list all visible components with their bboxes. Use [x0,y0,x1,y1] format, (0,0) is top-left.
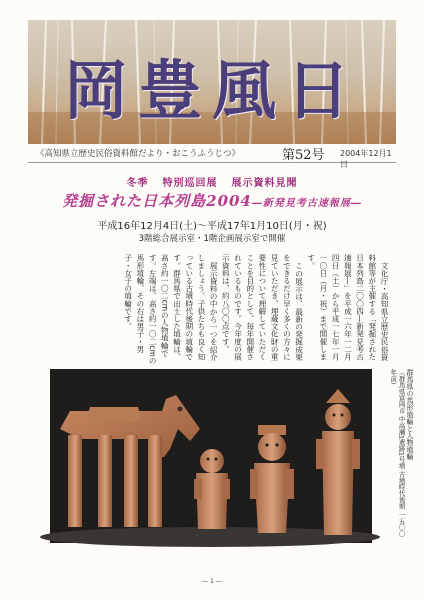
masthead-title-text: 岡豊風日 [64,54,360,129]
event-venue: 3階総合展示室・1階企画展示室で開催 [138,234,286,244]
page-number: ― 1 ― [202,578,222,585]
article-paragraph: 文化庁・高知県立歴史民俗資料館等が主催する「発掘された日本列島二〇〇四―新発見考古速報展―」を平成一六年一二月四日（土）から平成一七年一月一〇日（月・祝）まで開催します。 [306,254,389,361]
kicker-season: 冬季 [126,178,149,189]
article-paragraph: この展示は、最新の発掘成果をできるだけ早く多くの方々に見ていただき、埋蔵文化財の重要性について理解していただくことを目的として、毎年開催されているものです。今年度の展示資料は、約八〇〇点です。 [221,254,304,361]
headline-main: 発掘された日本列島2004 [62,192,252,210]
issue-date: 2004年12月1日 [340,149,392,169]
photo-caption [380,369,414,543]
masthead-subtitle: 《高知県立歴史民俗資料館だより・おこうふうじつ》 [36,149,241,159]
caption-place: （群馬県富岡市 中高瀬1遺跡1号墳 古墳時代後期 一五〇〇年前） [389,369,406,537]
article-paragraph: 展示資料の中から一つを紹介しましょう。子供たちも良く知っている古墳時代後期の埴輪です。群馬県で出土した埴輪は、高さ約一〇二cmの人物埴輪です。左端は、高さ約一〇二cmの馬形埴輪、その右は男子・男子・女子の埴輪です。 [123,254,219,365]
event-headline [52,190,372,211]
masthead-title [28,36,396,136]
event-dates: 平成16年12月4日(土)～平成17年1月10日(月・祝) [97,221,327,232]
issue-number: 第52号 [282,148,325,163]
event-kicker [0,174,424,189]
headline-sub: ―新発見考古速報展― [251,198,362,209]
haniwa-photo [50,369,372,543]
haniwa-illustration [50,369,372,543]
article-body [123,254,390,366]
masthead-banner [28,20,396,144]
masthead-subbar [28,144,396,169]
kicker-type: 特別巡回展 [162,178,218,189]
kicker-name: 展示資料見聞 [231,178,298,189]
caption-title: 群馬県の馬形埴輪と人物埴輪 [406,369,414,460]
